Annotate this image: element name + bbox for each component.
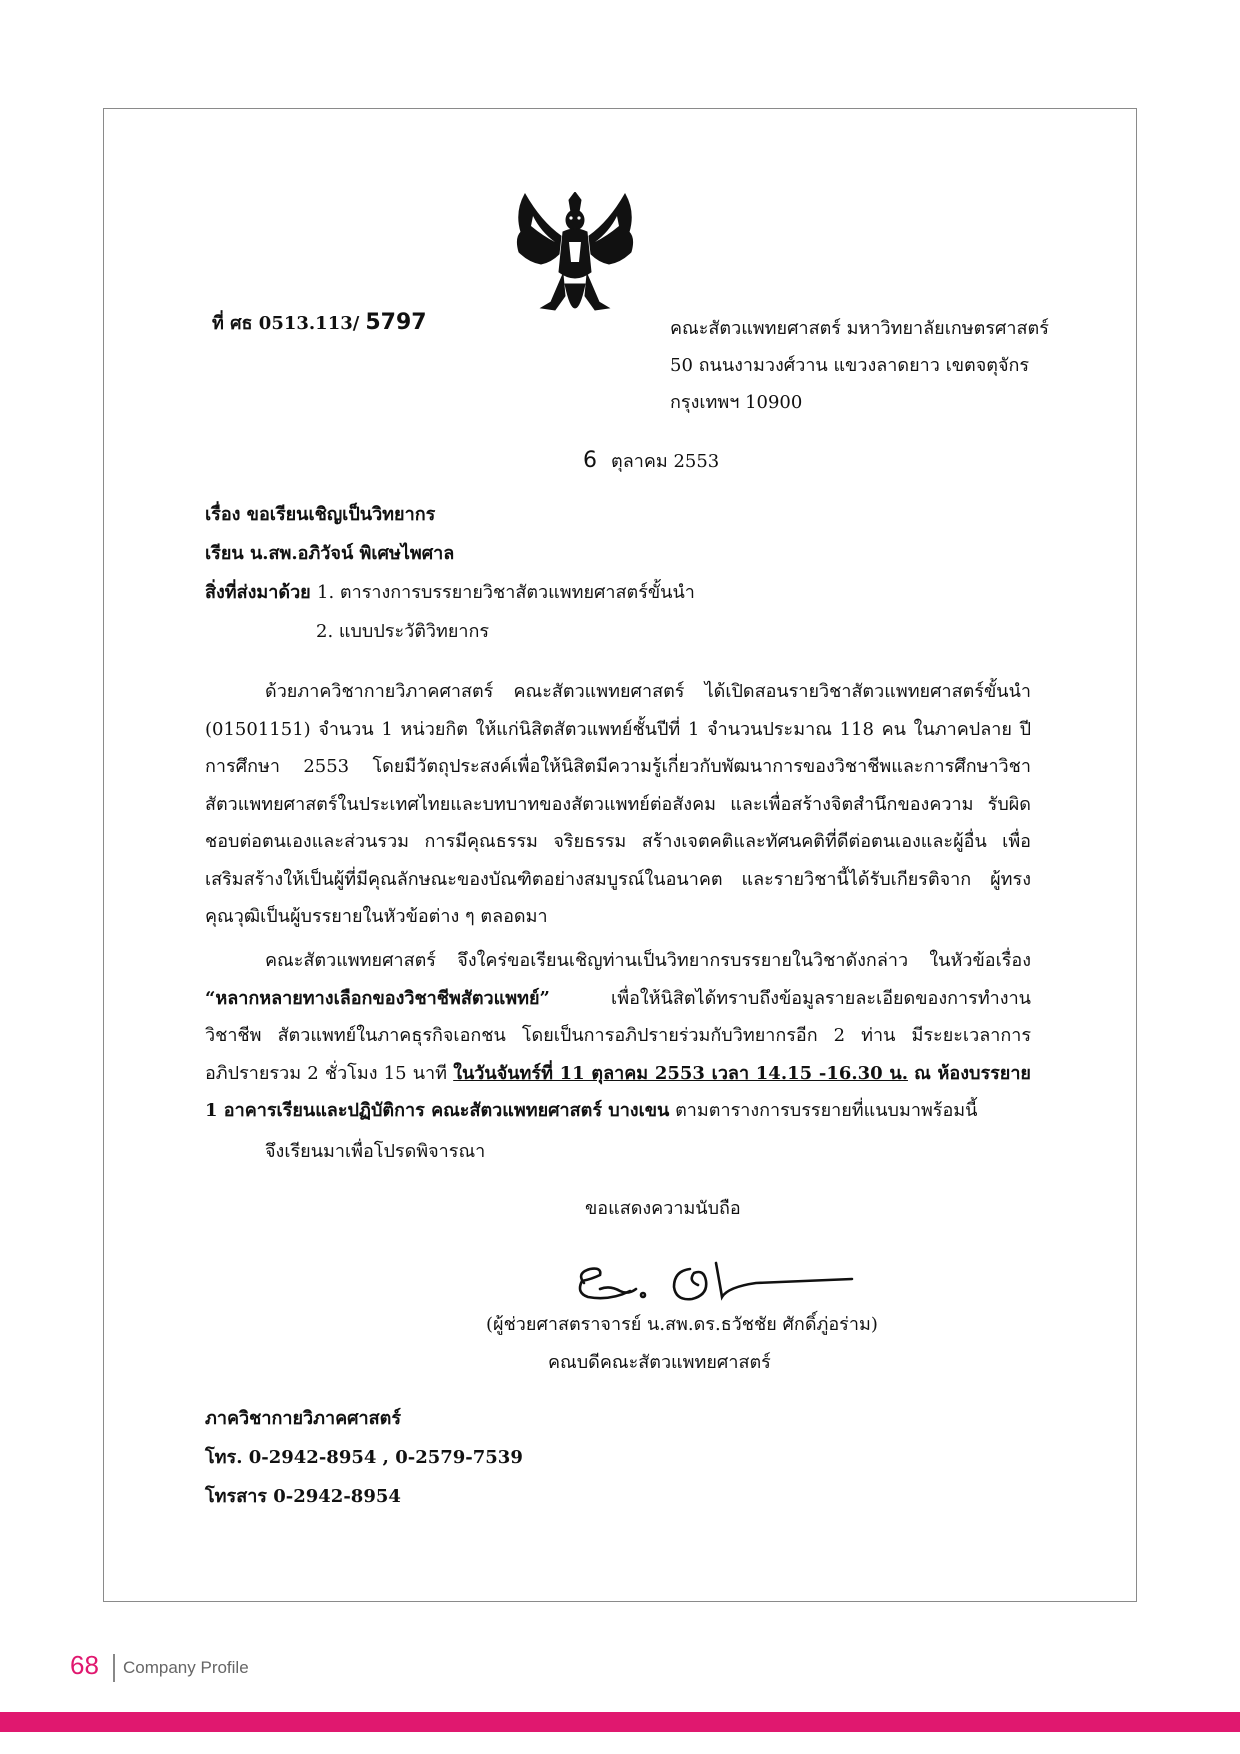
lecture-venue: ณ ห้องบรรยาย 1 อาคารเรียนและปฏิบัติการ คณะสัตวแพทยศาสตร์ บางเขน: [205, 1062, 1031, 1121]
signature-image: [570, 1245, 860, 1315]
garuda-emblem-icon: [511, 192, 639, 332]
department-fax: โทรสาร 0-2942-8954: [205, 1486, 401, 1507]
page-number: 68: [70, 1650, 99, 1680]
lecture-datetime: ในวันจันทร์ที่ 11 ตุลาคม 2553 เวลา 14.15 -16.30 น.: [453, 1062, 908, 1084]
department-phone: โทร. 0-2942-8954 , 0-2579-7539: [205, 1447, 523, 1468]
recipient-line: เรียน น.สพ.อภิวัจน์ พิเศษไพศาล: [205, 543, 455, 564]
closing-request: จึงเรียนมาเพื่อโปรดพิจารณา: [265, 1141, 486, 1162]
regards-line: ขอแสดงความนับถือ: [585, 1198, 741, 1219]
footer-divider: [113, 1654, 115, 1682]
address-line-3: กรุงเทพฯ 10900: [670, 392, 803, 413]
signer-name: (ผู้ช่วยศาสตราจารย์ น.สพ.ดร.ธวัชชัย ศักดิ์ภู่อร่าม): [486, 1314, 878, 1335]
enclosure-line-1: สิ่งที่ส่งมาด้วย 1. ตารางการบรรยายวิชาสัตวแพทยศาสตร์ขั้นนำ: [205, 582, 695, 603]
footer-accent-bar: [0, 1712, 1240, 1732]
body-paragraph-2: คณะสัตวแพทยศาสตร์ จึงใคร่ขอเรียนเชิญท่านเป็นวิทยากรบรรยายในวิชาดังกล่าว ในหัวข้อเรื่อง “หลากหลายทางเลือกของวิชาชีพสัตวแพทย์” เพื่อให้นิสิตได้ทราบถึงข้อมูลรายละเอียดของการทำงานวิชาชีพ สัตวแพทย์ในภาคธุรกิจเอกชน โดยเป็นการอภิปรายร่วมกับวิทยากรอีก 2 ท่าน มีระยะเวลาการอภิปรายรวม 2 ชั่วโมง 15 นาที ในวันจันทร์ที่ 11 ตุลาคม 2553 เวลา 14.15 -16.30 น. ณ ห้องบรรยาย 1 อาคารเรียนและปฏิบัติการ คณะสัตวแพทยศาสตร์ บางเขน ตามตารางการบรรยายที่แนบมาพร้อมนี้: [205, 950, 1031, 1121]
body-paragraph-1: ด้วยภาควิชากายวิภาคศาสตร์ คณะสัตวแพทยศาสตร์ ได้เปิดสอนรายวิชาสัตวแพทยศาสตร์ขั้นนำ (01501151) จำนวน 1 หน่วยกิต ให้แก่นิสิตสัตวแพทย์ชั้นปีที่ 1 จำนวนประมาณ 118 คน ในภาคปลาย ปีการศึกษา 2553 โดยมีวัตถุประสงค์เพื่อให้นิสิตมีความรู้เกี่ยวกับพัฒนาการของวิชาชีพและการศึกษาวิชา สัตวแพทยศาสตร์ในประเทศไทยและบทบาทของสัตวแพทย์ต่อสังคม และเพื่อสร้างจิตสำนึกของความ รับผิดชอบต่อตนเองและส่วนรวม การมีคุณธรรม จริยธรรม สร้างเจตคติและทัศนคติที่ดีต่อตนเองและผู้อื่น เพื่อ เสริมสร้างให้เป็นผู้ที่มีคุณลักษณะของบัณฑิตอย่างสมบูรณ์ในอนาคต และรายวิชานี้ได้รับเกียรติจาก ผู้ทรงคุณวุฒิเป็นผู้บรรยายในหัวข้อต่าง ๆ ตลอดมา: [205, 681, 1031, 927]
signer-title: คณบดีคณะสัตวแพทยศาสตร์: [548, 1352, 771, 1373]
footer-title: Company Profile: [123, 1658, 249, 1677]
letter-date: 6 ตุลาคม 2553: [583, 448, 720, 473]
lecture-topic: “หลากหลายทางเลือกของวิชาชีพสัตวแพทย์”: [205, 987, 550, 1009]
subject-line: เรื่อง ขอเรียนเชิญเป็นวิทยากร: [205, 504, 436, 525]
reference-number: ที่ ศธ 0513.113/ 5797: [212, 310, 427, 335]
enclosure-line-2: 2. แบบประวัติวิทยากร: [316, 621, 490, 642]
address-line-1: คณะสัตวแพทยศาสตร์ มหาวิทยาลัยเกษตรศาสตร์: [670, 318, 1049, 339]
address-line-2: 50 ถนนงามวงศ์วาน แขวงลาดยาว เขตจตุจักร: [670, 355, 1030, 376]
department-name: ภาควิชากายวิภาคศาสตร์: [205, 1408, 401, 1429]
